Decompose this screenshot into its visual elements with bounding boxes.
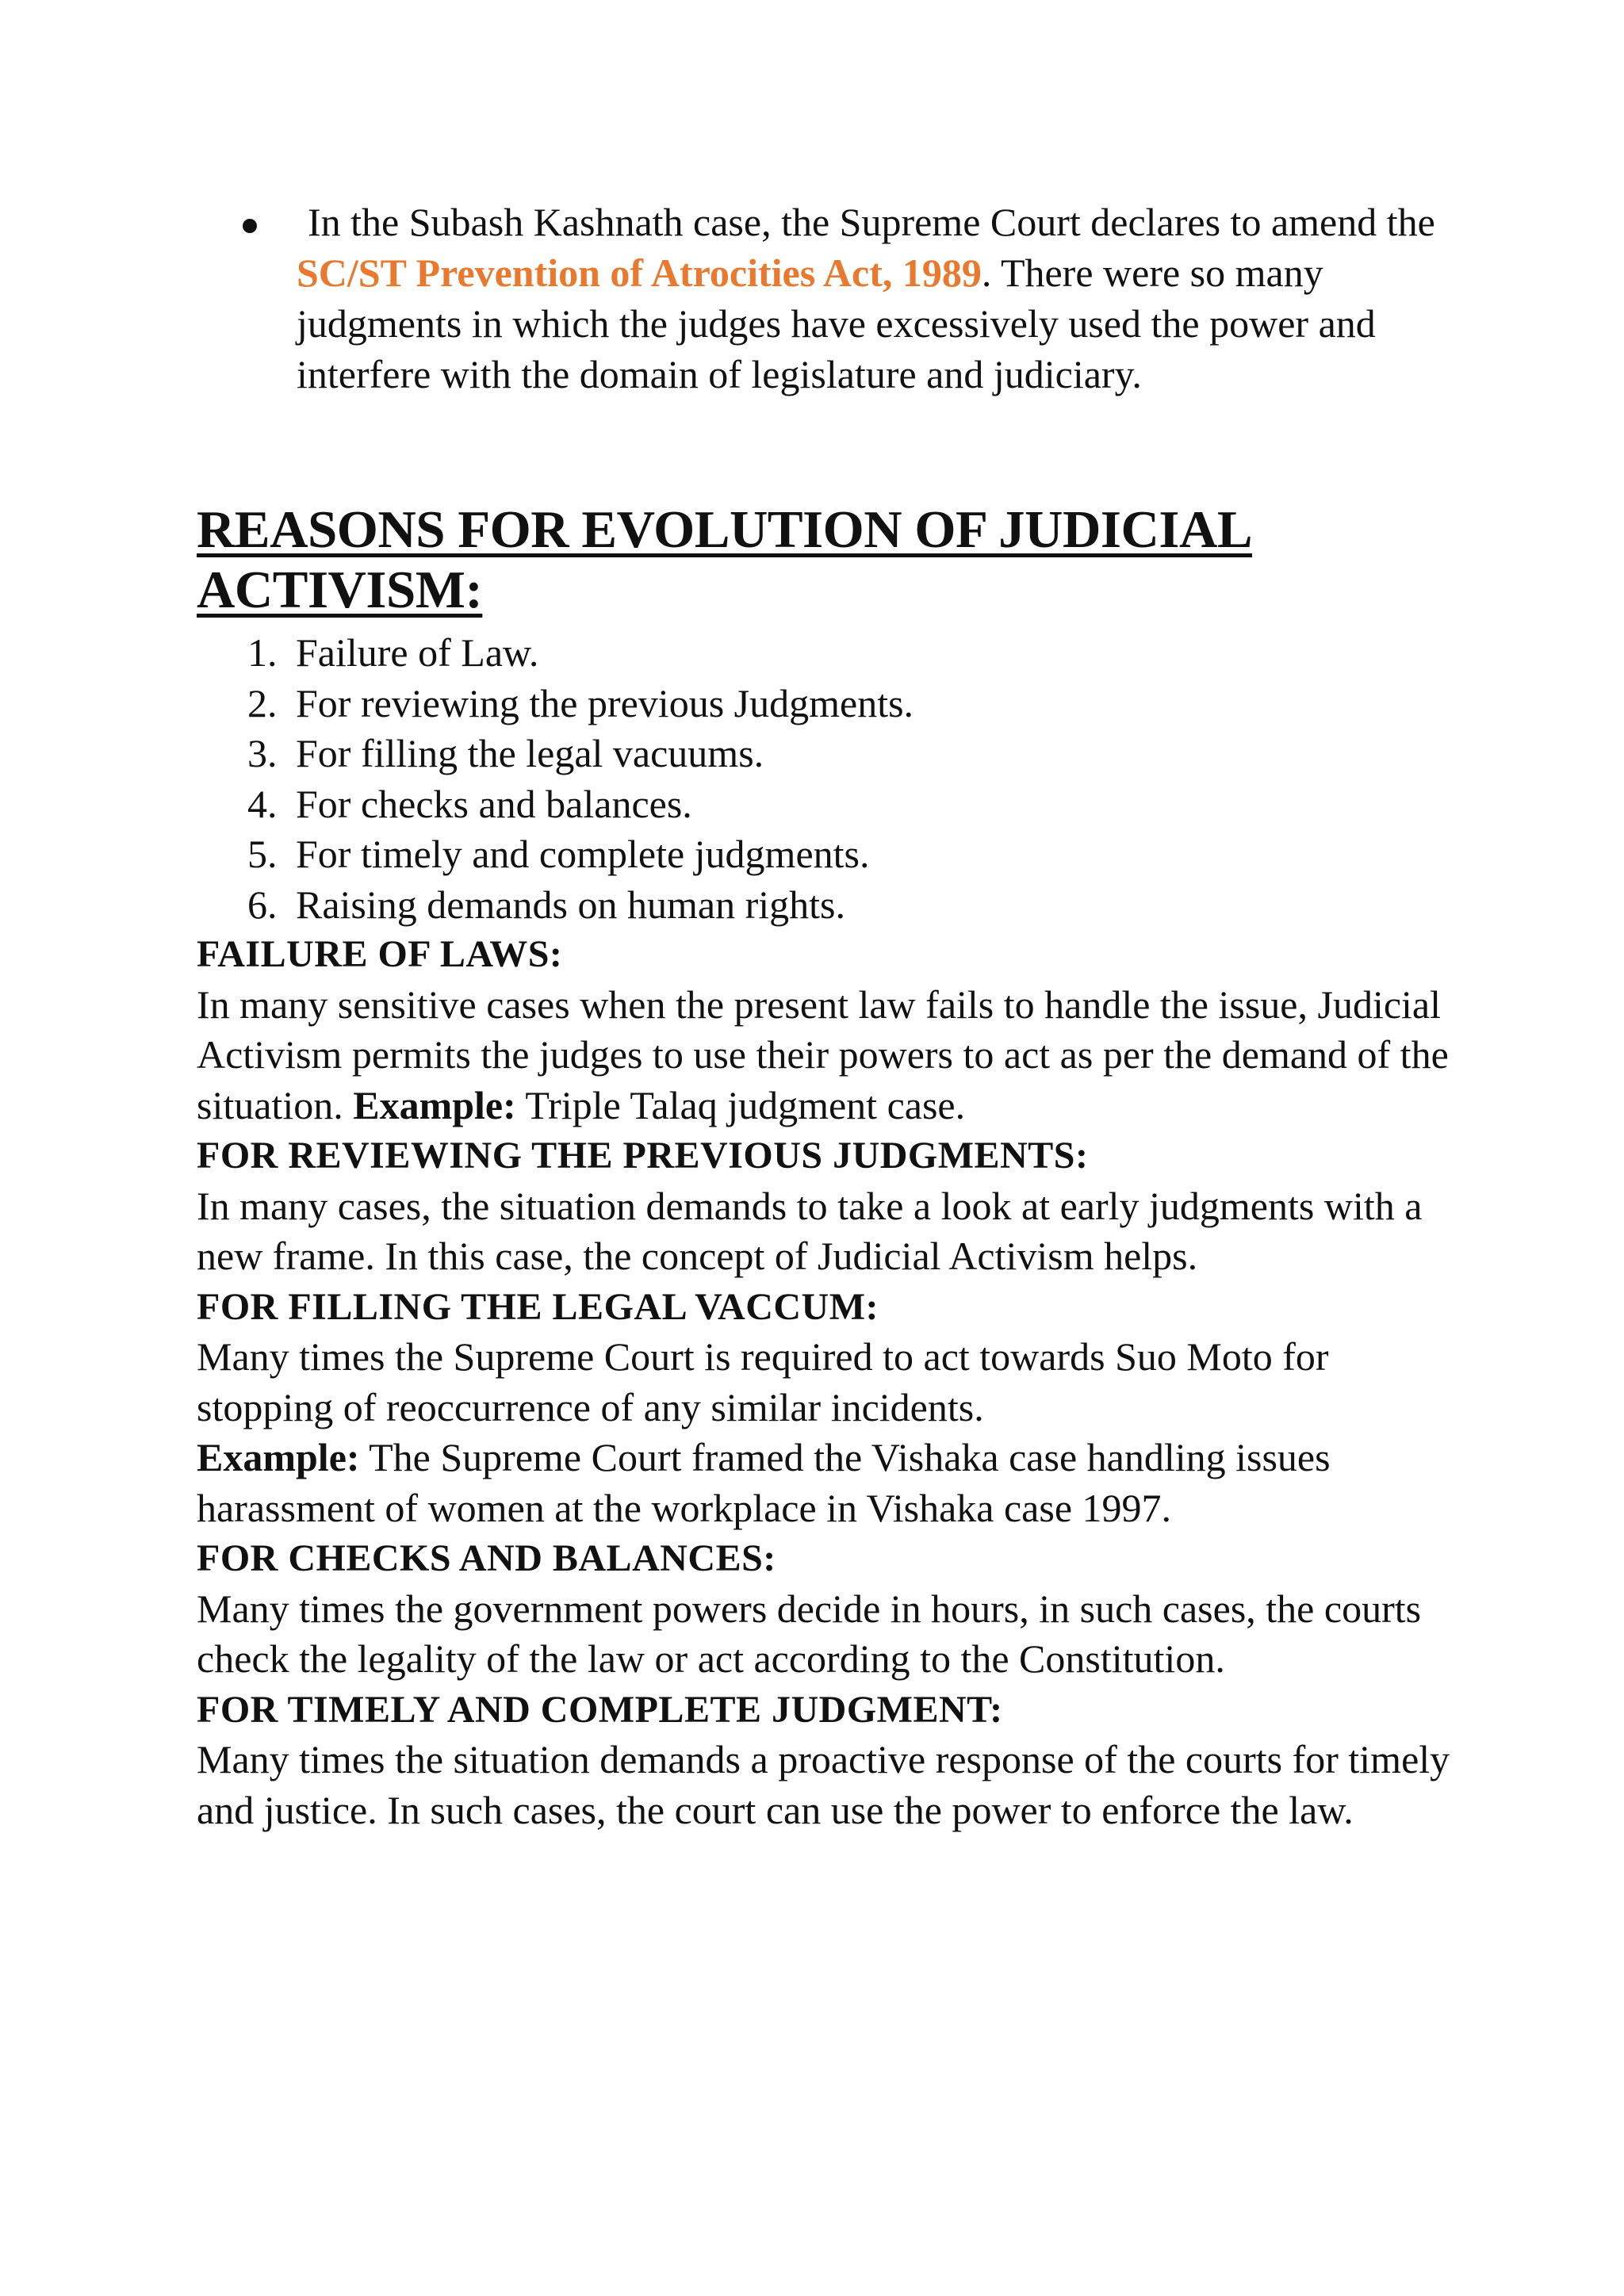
list-item bbox=[197, 628, 1434, 679]
act-name-highlight: SC/ST Prevention of Atrocities Act, 1989 bbox=[297, 251, 982, 295]
legal-vacuum-subheading: FOR FILLING THE LEGAL VACCUM: bbox=[197, 1285, 879, 1328]
reviewing-judgments-subheading: FOR REVIEWING THE PREVIOUS JUDGMENTS: bbox=[197, 1135, 1089, 1177]
list-item-text: Failure of Law. bbox=[296, 630, 539, 675]
legal-vacuum-example bbox=[197, 1433, 1465, 1533]
failure-of-laws-body: In many sensitive cases when the present law fails to handle the issue, Judicial Activism permits the judges to use their powers to act as per the demand of the situation. bbox=[197, 982, 1449, 1127]
reasons-list bbox=[197, 628, 1434, 930]
vishaka-example-text: The Supreme Court framed the Vishaka case handling issues harassment of women at the workplace in Vishaka case 1997. bbox=[197, 1435, 1331, 1530]
failure-of-laws-subheading: FAILURE OF LAWS: bbox=[197, 933, 563, 975]
list-item-text: For timely and complete judgments. bbox=[296, 832, 870, 876]
list-item bbox=[197, 729, 1434, 779]
reviewing-judgments-paragraph: In many cases, the situation demands to take a look at early judgments with a new frame. In this case, the concept of Judicial Activism helps. bbox=[197, 1183, 1423, 1278]
failure-example-text: Triple Talaq judgment case. bbox=[515, 1082, 966, 1127]
intro-tail-text: . There were so many judgments in which the judges have excessively used the power and interfere with the domain of legislature and judiciary. bbox=[297, 251, 1376, 396]
list-item-number: 3. bbox=[247, 731, 278, 775]
timely-judgment-subheading: FOR TIMELY AND COMPLETE JUDGMENT: bbox=[197, 1688, 1003, 1731]
intro-bullet-text bbox=[297, 197, 1448, 400]
timely-judgment-paragraph: Many times the situation demands a proactive response of the courts for timely and justice. In such cases, the court can use the power to enforce the law. bbox=[197, 1737, 1450, 1832]
example-label: Example: bbox=[353, 1082, 516, 1127]
list-item bbox=[197, 779, 1434, 830]
list-item-text: Raising demands on human rights. bbox=[296, 882, 845, 927]
list-item-number: 1. bbox=[247, 630, 278, 675]
failure-of-laws-paragraph bbox=[197, 980, 1465, 1131]
list-item-number: 4. bbox=[247, 781, 278, 826]
section-heading: REASONS FOR EVOLUTION OF JUDICIAL ACTIVISM: bbox=[197, 500, 1253, 619]
checks-balances-paragraph: Many times the government powers decide in hours, in such cases, the courts check the legality of the law or act according to the Constitution. bbox=[197, 1586, 1422, 1681]
list-item-number: 2. bbox=[247, 680, 278, 725]
list-item-number: 5. bbox=[247, 832, 278, 876]
list-item-text: For checks and balances. bbox=[296, 781, 692, 826]
list-item-text: For filling the legal vacuums. bbox=[296, 731, 764, 775]
checks-balances-subheading: FOR CHECKS AND BALANCES: bbox=[197, 1537, 776, 1579]
list-item bbox=[197, 829, 1434, 880]
example-label: Example: bbox=[197, 1435, 360, 1479]
intro-lead-text: In the Subash Kashnath case, the Supreme Court declares to amend the bbox=[308, 200, 1435, 244]
list-item bbox=[197, 880, 1434, 931]
reason-sections bbox=[197, 929, 1465, 1835]
list-item-number: 6. bbox=[247, 882, 278, 927]
legal-vacuum-paragraph: Many times the Supreme Court is required to act towards Suo Moto for stopping of reoccurrence of any similar incidents. bbox=[197, 1334, 1329, 1429]
bullet-dot-icon bbox=[243, 219, 257, 233]
list-item-text: For reviewing the previous Judgments. bbox=[296, 680, 914, 725]
list-item bbox=[197, 679, 1434, 729]
